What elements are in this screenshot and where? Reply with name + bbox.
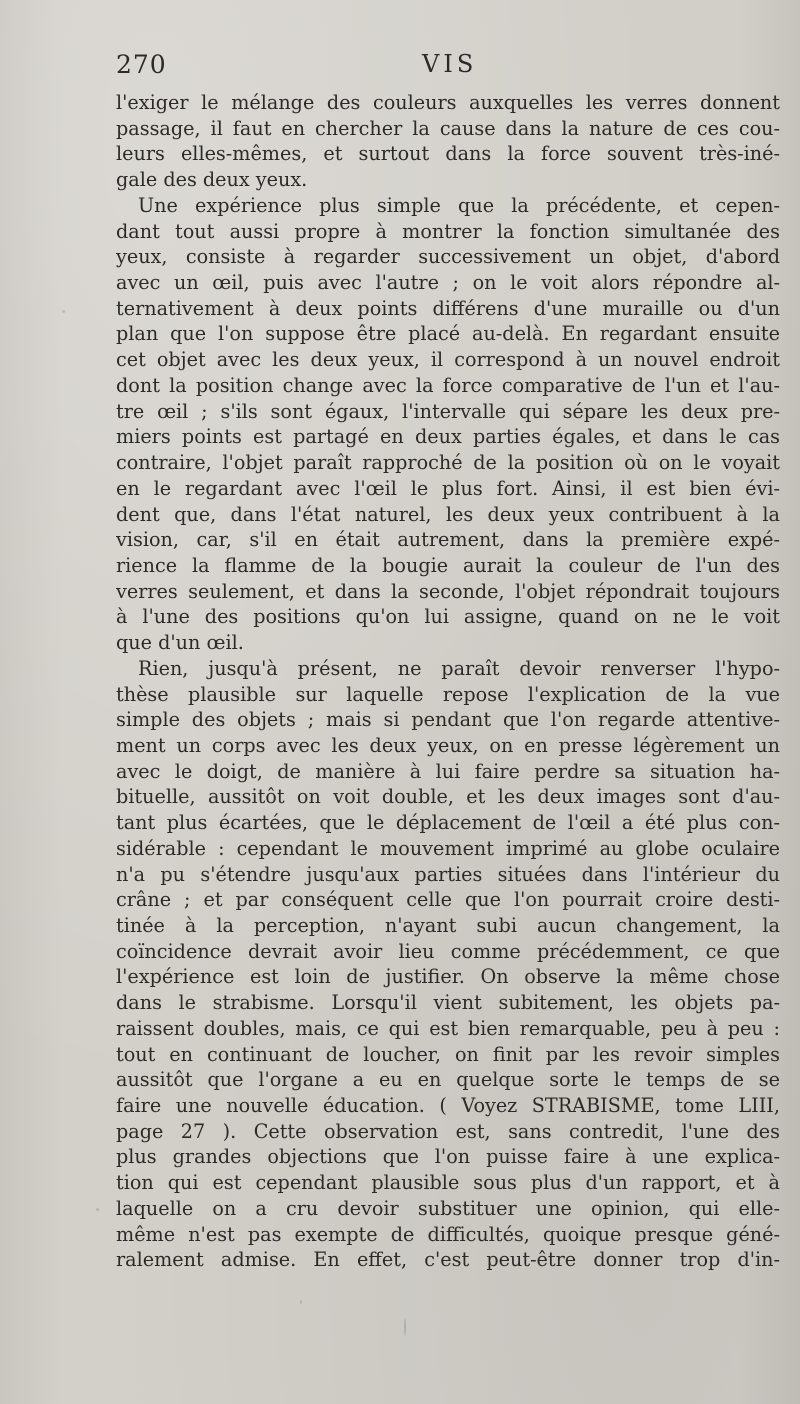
text-line: contraire, l'objet paraît rapproché de la position où on le voyait <box>116 451 780 475</box>
text-line: tion qui est cependant plausible sous plus d'un rapport, et à <box>116 1171 780 1195</box>
text-line: thèse plausible sur laquelle repose l'explication de la vue <box>116 682 780 706</box>
paper-speck <box>300 1300 302 1304</box>
paper-speck <box>404 1318 406 1336</box>
text-line: yeux, consiste à regarder successivement un objet, d'abord <box>116 245 780 269</box>
text-line: page 27 ). Cette observation est, sans contredit, l'une des <box>116 1119 780 1143</box>
text-line: crâne ; et par conséquent celle que l'on pourrait croire desti- <box>116 888 780 912</box>
text-line: leurs elles-mêmes, et surtout dans la force souvent très-iné- <box>116 142 780 166</box>
text-line: ternativement à deux points différens d'une muraille ou d'un <box>116 296 780 320</box>
text-line: miers points est partagé en deux parties égales, et dans le cas <box>116 425 780 449</box>
text-line: verres seulement, et dans la seconde, l'objet répondrait toujours <box>116 579 780 603</box>
text-line: ralement admise. En effet, c'est peut-être donner trop d'in- <box>116 1248 780 1272</box>
paragraph-start-line: Rien, jusqu'à présent, ne paraît devoir renverser l'hypo- <box>138 656 780 680</box>
text-line: plus grandes objections que l'on puisse faire à une explica- <box>116 1145 780 1169</box>
text-line: avec un œil, puis avec l'autre ; on le voit alors répondre al- <box>116 271 780 295</box>
page-number: 270 <box>116 50 167 79</box>
text-line: même n'est pas exempte de difficultés, quoique presque géné- <box>116 1222 780 1246</box>
text-line: simple des objets ; mais si pendant que l'on regarde attentive- <box>116 708 780 732</box>
text-line: tant plus écartées, que le déplacement de l'œil a été plus con- <box>116 811 780 835</box>
running-title: VIS <box>422 50 478 78</box>
body-text <box>116 90 780 1273</box>
text-line: faire une nouvelle éducation. ( Voyez STRABISME, tome LIII, <box>116 1094 780 1118</box>
text-line: vision, car, s'il en était autrement, dans la première expé- <box>116 528 780 552</box>
text-line: laquelle on a cru devoir substituer une opinion, qui elle- <box>116 1196 780 1220</box>
text-line: en le regardant avec l'œil le plus fort. Ainsi, il est bien évi- <box>116 476 780 500</box>
text-line: cet objet avec les deux yeux, il correspond à un nouvel endroit <box>116 348 780 372</box>
text-line: l'expérience est loin de justifier. On observe la même chose <box>116 965 780 989</box>
text-line: raissent doubles, mais, ce qui est bien remarquable, peu à peu : <box>116 1016 780 1040</box>
text-line: ment un corps avec les deux yeux, on en presse légèrement un <box>116 733 780 757</box>
paragraph-start-line: Une expérience plus simple que la précédente, et cepen- <box>138 193 780 217</box>
text-line: bituelle, aussitôt on voit double, et les deux images sont d'au- <box>116 785 780 809</box>
text-line: sidérable : cependant le mouvement imprimé au globe oculaire <box>116 836 780 860</box>
text-line: tinée à la perception, n'ayant subi aucun changement, la <box>116 914 780 937</box>
text-line: plan que l'on suppose être placé au-delà. En regardant ensuite <box>116 322 780 346</box>
text-line: passage, il faut en chercher la cause dans la nature de ces cou- <box>116 116 780 140</box>
text-line: n'a pu s'étendre jusqu'aux parties situées dans l'intérieur du <box>116 862 780 886</box>
text-line: coïncidence devrait avoir lieu comme précédemment, ce que <box>116 939 780 963</box>
running-head <box>116 50 780 90</box>
text-line: dans le strabisme. Lorsqu'il vient subitement, les objets pa- <box>116 991 780 1015</box>
text-line: dont la position change avec la force comparative de l'un et l'au- <box>116 373 780 397</box>
text-line: aussitôt que l'organe a eu en quelque sorte le temps de se <box>116 1068 780 1092</box>
text-line: dent que, dans l'état naturel, les deux yeux contribuent à la <box>116 502 780 526</box>
text-line: rience la flamme de la bougie aurait la couleur de l'un des <box>116 553 780 577</box>
paper-speck <box>62 310 65 313</box>
text-line: tout en continuant de loucher, on finit par les revoir simples <box>116 1042 780 1066</box>
paper-speck <box>96 1208 99 1211</box>
text-line: l'exiger le mélange des couleurs auxquelles les verres donnent <box>116 91 780 114</box>
text-line: avec le doigt, de manière à lui faire perdre sa situation ha- <box>116 759 780 783</box>
text-line: à l'une des positions qu'on lui assigne, quand on ne le voit <box>116 605 780 629</box>
text-line: que d'un œil. <box>116 631 244 655</box>
text-line: dant tout aussi propre à montrer la fonction simultanée des <box>116 219 780 243</box>
text-line: gale des deux yeux. <box>116 168 308 192</box>
text-line: tre œil ; s'ils sont égaux, l'intervalle qui sépare les deux pre- <box>116 399 780 423</box>
